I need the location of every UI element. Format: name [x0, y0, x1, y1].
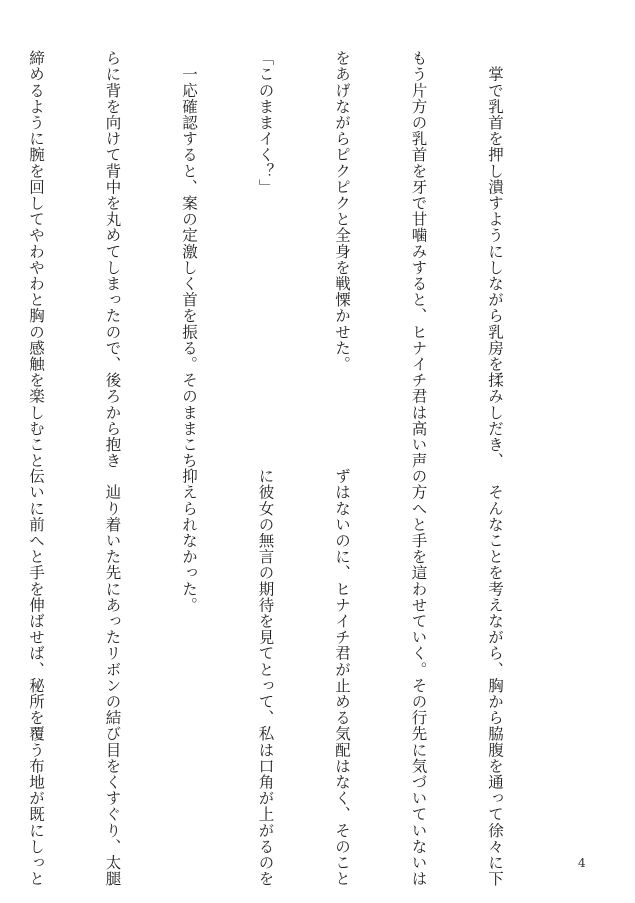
text-column: 掌で乳首を押し潰すようにしながら乳房を揉みしだき、 — [486, 50, 504, 469]
text-column: 一応確認すると、案の定激しく首を振る。そのままこち — [180, 50, 198, 469]
page-number: 4 — [578, 856, 586, 870]
lower-text-block — [27, 468, 558, 887]
text-column: の方へと手を這わせていく。その行先に気づいていないは — [409, 468, 428, 887]
text-column: 「このままイく？」 — [256, 50, 275, 195]
text-column: らに背を向けて背中を丸めてしまったので、後ろから抱き — [103, 50, 122, 469]
text-column: もう片方の乳首を牙で甘噛みすると、ヒナイチ君は高い声 — [409, 50, 428, 469]
text-column: そんなことを考えながら、胸から脇腹を通って徐々に下 — [486, 468, 504, 887]
upper-text-block — [27, 50, 558, 469]
text-column: 抑えられなかった。 — [180, 468, 198, 613]
text-column: ずはないのに、ヒナイチ君が止める気配はなく、そのこと — [333, 468, 351, 887]
text-column: 伝いに前へと手を伸ばせば、秘所を覆う布地が既にしっと — [27, 468, 45, 887]
text-column: 締めるように腕を回してやわやわと胸の感触を楽しむこと — [27, 50, 45, 469]
text-column: 辿り着いた先にあったリボンの結び目をくすぐり、太腿 — [103, 468, 122, 887]
text-column: をあげながらピクピクと全身を戦慄かせた。 — [333, 50, 351, 372]
text-column: に彼女の無言の期待を見てとって、私は口角が上がるのを — [256, 468, 275, 887]
